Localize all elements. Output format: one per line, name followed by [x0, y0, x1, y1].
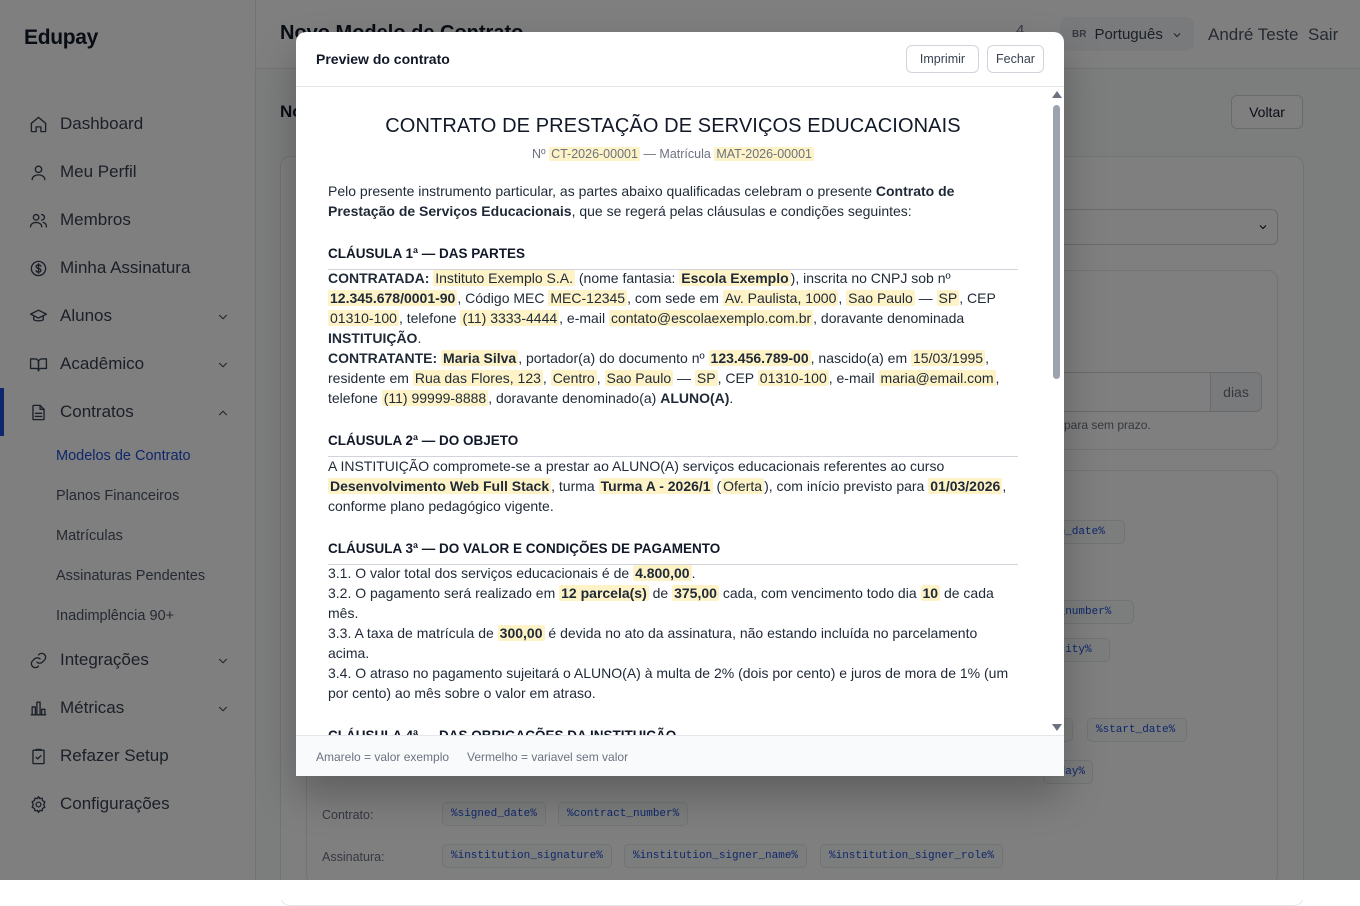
offer-name: Oferta	[723, 478, 763, 494]
clause-3-item-1	[328, 563, 1018, 583]
text: —	[677, 370, 691, 386]
contract-document-viewport[interactable]	[296, 87, 1064, 735]
start-date: 01/03/2026	[930, 478, 1001, 494]
clause-1-title: CLÁUSULA 1ª — DAS PARTES	[328, 244, 1018, 270]
text: —	[918, 290, 933, 306]
enrollment-number: MAT-2026-00001	[716, 147, 812, 161]
cnpj: 12.345.678/0001-90	[330, 290, 456, 306]
text: .	[691, 565, 696, 581]
text: , e-mail	[828, 370, 875, 386]
installments: 12 parcela(s)	[561, 585, 647, 601]
legend-yellow: Amarelo = valor exemplo	[316, 750, 450, 764]
text: telefone	[328, 390, 378, 406]
clause-1-contratada: CONTRATADA: Instituto Exemplo S.A. (nome fantasia: Escola Exemplo ), inscrita no CNPJ sob nº 12.345.678/0001-90 , Código MEC MEC-12345 , com sede em Av. Paulista, 1000 , Sao Paulo — SP , CEP 01310-100 , telefone (11) 3333-4444 , e-mail contato@escolaexemplo.com.br , doravante denominada INSTITUIÇÃO.	[328, 270, 996, 346]
due-day: 10	[922, 585, 939, 601]
text: 3.2. O pagamento será realizado em	[328, 585, 556, 601]
clause-3-item-3	[328, 623, 1018, 663]
institution-phone: (11) 3333-4444	[462, 310, 558, 326]
fantasy-name: Escola Exemplo	[681, 270, 789, 286]
print-button[interactable]: Imprimir	[906, 45, 979, 73]
text: , CEP	[717, 370, 754, 386]
text: ), com início previsto para	[764, 478, 925, 494]
student-state: SP	[696, 370, 716, 386]
contratante-label: CONTRATANTE:	[328, 350, 438, 366]
text: .	[729, 390, 734, 406]
text: , portador(a) do documento nº	[518, 350, 705, 366]
mec-code: MEC-12345	[550, 290, 626, 306]
contract-preview-modal	[296, 32, 1064, 776]
student-term: ALUNO(A)	[660, 390, 730, 406]
student-document: 123.456.789-00	[710, 350, 809, 366]
modal-footer	[296, 735, 1064, 776]
student-cep: 01310-100	[759, 370, 827, 386]
contract-number-label: Nº	[532, 147, 546, 161]
enrollment-fee: 300,00	[499, 625, 543, 641]
intro-text: , que se regerá pelas cláusulas e condições seguintes:	[571, 203, 912, 219]
student-birth-date: 15/03/1995	[913, 350, 984, 366]
enrollment-label: — Matrícula	[643, 147, 711, 161]
clause-2-title: CLÁUSULA 2ª — DO OBJETO	[328, 431, 1018, 457]
student-name: Maria Silva	[443, 350, 517, 366]
text: , e-mail	[559, 310, 606, 326]
text: é devida no ato da assinatura, não estando incluída no parcelamento acima.	[328, 625, 978, 661]
scroll-up-arrow-icon[interactable]	[1052, 91, 1062, 98]
clause-3-item-2	[328, 583, 1018, 623]
text: , doravante denominada	[813, 310, 965, 326]
text: de	[652, 585, 669, 601]
text: (	[716, 478, 722, 494]
text: (nome fantasia:	[578, 270, 676, 286]
text: , Código MEC	[457, 290, 545, 306]
student-phone: (11) 99999-8888	[383, 390, 487, 406]
intro-paragraph	[328, 181, 1018, 221]
text: 3.3. A taxa de matrícula de	[328, 625, 494, 641]
text: , doravante denominado(a)	[488, 390, 657, 406]
close-button[interactable]: Fechar	[987, 45, 1044, 73]
student-email: maria@email.com	[880, 370, 994, 386]
text: A INSTITUIÇÃO compromete-se a prestar ao ALUNO(A) serviços educacionais referentes ao curso	[328, 458, 945, 474]
total-value: 4.800,00	[635, 565, 690, 581]
text: ), inscrita no CNPJ sob nº	[790, 270, 951, 286]
intro-text: Pelo presente instrumento particular, as partes abaixo qualificadas celebram o presente	[328, 183, 876, 199]
installment-value: 375,00	[674, 585, 717, 601]
document-scrollbar[interactable]	[1050, 87, 1064, 735]
contratada-label: CONTRATADA:	[328, 270, 430, 286]
student-city: Sao Paulo	[606, 370, 672, 386]
institution-state: SP	[938, 290, 958, 306]
course-name: Desenvolvimento Web Full Stack	[330, 478, 550, 494]
text: , telefone	[398, 310, 457, 326]
intro-contract-name: Contrato de Prestação de Serviços Educacionais	[328, 183, 955, 219]
contract-title: CONTRATO DE PRESTAÇÃO DE SERVIÇOS EDUCACIONAIS	[385, 115, 961, 137]
contract-subtitle	[328, 144, 1018, 164]
text: , conforme plano pedagógico vigente.	[328, 478, 1007, 514]
text: 3.1. O valor total dos serviços educacionais é de	[328, 565, 630, 581]
clause-3-item-4: 3.4. O atraso no pagamento sujeitará o ALUNO(A) à multa de 2% (dois por cento) e juros de mora de 1% (um por cento) ao mês sobre o valor em atraso.	[328, 665, 1009, 701]
text: , residente em	[328, 350, 989, 386]
institution-name: Instituto Exemplo S.A.	[435, 270, 573, 286]
page-bottom-strip	[0, 880, 1360, 900]
text: , nascido(a) em	[810, 350, 908, 366]
legend-red: Vermelho = variavel sem valor	[467, 750, 629, 764]
institution-cep: 01310-100	[330, 310, 397, 326]
scroll-down-arrow-icon[interactable]	[1052, 724, 1062, 731]
class-name: Turma A - 2026/1	[600, 478, 711, 494]
institution-address: Av. Paulista, 1000	[724, 290, 837, 306]
student-address: Rua das Flores, 123	[414, 370, 541, 386]
text: cada, com vencimento todo dia	[722, 585, 917, 601]
clause-2-object	[328, 456, 1018, 516]
text: , CEP	[959, 290, 996, 306]
clause-1-contratante: CONTRATANTE: Maria Silva , portador(a) do documento nº 123.456.789-00 , nascido(a) em 15/03/1995 , residente em Rua das Flores, 123 , Centro , Sao Paulo — SP , CEP 01310-100 , e-mail maria@email.com , telefone (11) 99999-8888 , doravante denominado(a) ALUNO(A).	[328, 350, 1000, 406]
institution-term: INSTITUIÇÃO	[328, 330, 418, 346]
text: , com sede em	[627, 290, 719, 306]
modal-header	[296, 32, 1064, 87]
scroll-thumb[interactable]	[1053, 105, 1060, 379]
modal-title: Preview do contrato	[316, 51, 450, 67]
contract-number: CT-2026-00001	[551, 147, 638, 161]
institution-email: contato@escolaexemplo.com.br	[610, 310, 812, 326]
institution-city: Sao Paulo	[848, 290, 913, 306]
clause-3-title: CLÁUSULA 3ª — DO VALOR E CONDIÇÕES DE PAGAMENTO	[328, 539, 1018, 565]
text: de cada mês.	[328, 585, 994, 621]
text: , turma	[551, 478, 595, 494]
student-district: Centro	[552, 370, 595, 386]
text: .	[417, 330, 422, 346]
